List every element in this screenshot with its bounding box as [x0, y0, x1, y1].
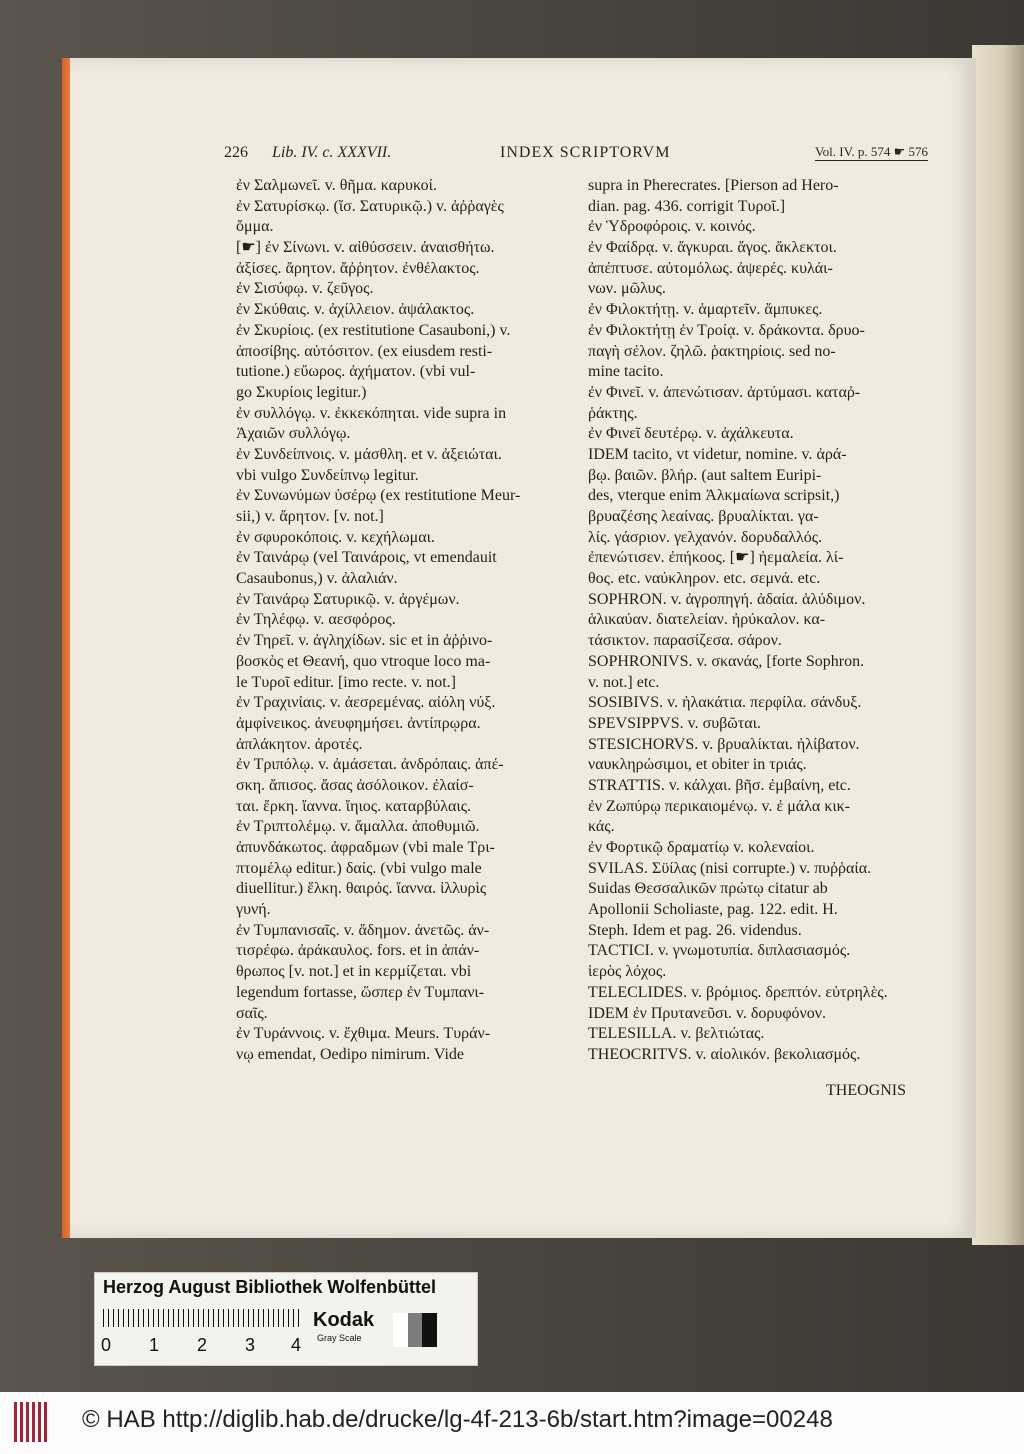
text-line: ἀμφίνεικος. ἀνευφημήσει. ἀντίπρῳρα.	[236, 714, 481, 732]
text-line: ἐν Τυράννοις. v. ἔχθιμα. Meurs. Τυράν-	[236, 1025, 491, 1043]
text-line: ἐν Σκύθαις. v. ἀχίλλειον. ἀψάλακτος.	[236, 301, 475, 319]
text-line: ἀξίσες. ἄρητον. ἄῤῥητον. ἐνθέλακτος.	[236, 259, 480, 277]
text-line: βρυαζέσης λεαίνας. βρυαλίκται. γα-	[588, 508, 819, 525]
text-line: ἐν συλλόγῳ. v. ἐκκεκόπηται. vide supra in	[236, 404, 507, 422]
text-line: ἐπενώτισεν. ἐπήκοος. [☛] ἠεμαλεία. λί-	[588, 549, 844, 567]
footer-bar	[0, 1392, 1024, 1454]
text-line: ἐν Τηλέφῳ. v. αεσφόρος.	[236, 611, 396, 629]
text-line: ἐν Συνδείπνοις. v. μάσθλη. et v. ἀξειώται.	[236, 445, 502, 463]
color-calibration-card	[94, 1272, 478, 1366]
text-line: ἐν Φιλοκτήτῃ. v. ἁμαρτεῖν. ἄμπυκες.	[588, 301, 823, 319]
text-line: le Τυροῖ editur. [imo recte. v. not.]	[236, 673, 456, 691]
text-line: ἐν Σαλμωνεῖ. v. θῆμα. καρυκοί.	[236, 177, 437, 194]
text-line: diuellitur.) ἕλκη. θαιρός. ἴαννα. ἰλλυρὶς	[236, 880, 487, 898]
text-line: βῳ. βαιῶν. βλήρ. (aut saltem Euripi-	[588, 466, 822, 484]
text-line: ἐν Σατυρίσκῳ. (ἴσ. Σατυρικῷ.) v. ἀῤῥαγὲς	[236, 197, 504, 215]
text-line: ἀπέπτυσε. αὐτομόλως. ἀψερές. κυλάι-	[588, 259, 833, 277]
text-line: ναυκληρώσιμοι, et obiter in τριάς.	[588, 756, 807, 774]
text-line: γυνή.	[236, 901, 271, 919]
text-line: ἁλικαύαν. διατελείαν. ἠρύκαλον. κα-	[588, 611, 826, 629]
ruler-number: 0	[101, 1335, 112, 1355]
text-line: ἐν Τριπτολέμῳ. v. ἄμαλλα. ἀποθυμιῶ.	[236, 818, 480, 836]
book-reference: Lib. IV. c. XXXVII.	[272, 144, 392, 161]
copyright-url: © HAB http://diglib.hab.de/drucke/lg-4f-213-6b/start.htm?image=00248	[82, 1406, 833, 1433]
gray-patch	[422, 1313, 437, 1347]
text-line: go Σκυρίοις legitur.)	[236, 383, 367, 401]
text-line: ἐν Ταινάρῳ Σατυρικῷ. v. ἀργέμων.	[236, 590, 460, 608]
text-line: ἐν Ταινάρῳ (vel Ταινάροις, vt emendauit	[236, 549, 497, 567]
page-title: INDEX SCRIPTORVM	[500, 144, 671, 161]
text-line: ἐν σφυροκόποις. v. κεχήλωμαι.	[236, 528, 435, 546]
text-line: STESICHORVS. v. βρυαλίκται. ἠλίβατον.	[588, 735, 860, 753]
text-line: κάς.	[588, 818, 615, 836]
text-line: sii,) v. ἄρητον. [v. not.]	[236, 508, 384, 525]
text-line: ἐν Τηρεῖ. v. ἀγληχίδων. sic et in ἀῤῥινο-	[236, 632, 493, 650]
text-line: ἐν Φινεῖ. v. ἀπενώτισαν. ἀρτύμασι. καταῤ-	[588, 383, 861, 401]
text-line: THEOCRITVS. v. αἰολικόν. βεκολιασμός.	[588, 1045, 861, 1063]
ruler-number: 3	[245, 1335, 256, 1355]
text-line: λίς. γάσριον. γελχανόν. δορυδαλλός.	[588, 528, 823, 546]
text-line: νων. μῶλυς.	[588, 280, 666, 298]
text-line: ἐν Φιλοκτήτῃ ἐν Τροίᾳ. v. δράκοντα. δρυο-	[588, 321, 865, 339]
text-line: [☛] ἐν Σίνωνι. v. αἰθύσσειν. ἀναισθήτω.	[236, 239, 495, 257]
catchword: THEOGNIS	[826, 1082, 906, 1099]
gray-scale-label: Gray Scale	[317, 1333, 362, 1343]
text-line: des, vterque enim Ἀλκμαίωνα scripsit,)	[588, 487, 840, 505]
text-line: mine tacito.	[588, 363, 664, 381]
text-line: ὄμμα.	[236, 218, 274, 236]
text-line: Steph. Idem et pag. 26. videndus.	[588, 921, 802, 939]
text-line: τάσικτον. παρασίζεσα. σάρον.	[588, 632, 782, 650]
ruler-numbers	[101, 1335, 311, 1357]
kodak-logo-text: Kodak	[313, 1309, 375, 1331]
text-line: ἐν Τριπόλῳ. v. ἀμάσεται. ἀνδρόπαις. ἀπέ-	[236, 756, 504, 774]
left-text-column	[236, 176, 580, 1066]
text-line: ἐν Σκυρίοις. (ex restitutione Casauboni,) v.	[236, 321, 511, 339]
text-line: dian. pag. 436. corrigit Τυροῖ.]	[588, 197, 786, 215]
library-name: Herzog August Bibliothek Wolfenbüttel	[103, 1277, 436, 1297]
ruler-number: 1	[149, 1335, 160, 1355]
text-line: vbi vulgo Συνδείπνῳ legitur.	[236, 466, 419, 484]
text-line: θος. etc. ναύκληρον. etc. σεμνά. etc.	[588, 570, 821, 588]
text-line: τισρέφω. ἀράκαυλος. fors. et in ἀπάν-	[236, 942, 480, 960]
text-line: v. not.] etc.	[588, 673, 660, 691]
text-line: Casaubonus,) v. ἀλαλιάν.	[236, 570, 398, 588]
gray-patch	[393, 1313, 408, 1347]
gray-patch	[408, 1313, 423, 1347]
text-line: θρωπος [v. not.] et in κερμίζεται. vbi	[236, 963, 472, 981]
text-line: νῳ emendat, Oedipo nimirum. Vide	[236, 1045, 465, 1063]
text-line: ἀπυνδάκωτος. ἀφραδμων (vbi male Τρι-	[236, 839, 495, 856]
ruler-number: 2	[197, 1335, 208, 1355]
text-line: IDEM tacito, vt videtur, nomine. v. ἀρά-	[588, 445, 847, 463]
adjacent-pages-edge	[972, 45, 1024, 1245]
text-line: σκη. ἄπισος. ἄσας ἀσόλοικον. ἐλαίσ-	[236, 776, 474, 794]
volume-reference: Vol. IV. p. 574 ☛ 576	[814, 144, 928, 159]
text-line: βοσκὸς et Θεανή, quo vtroque loco ma-	[236, 652, 491, 670]
text-line: TELECLIDES. v. βρόμιος. δρεπτόν. εὐτρηλὲς.	[588, 983, 888, 1001]
text-line: ται. ἔρκη. ἴαννα. ἴηιος. καταρβύλαις.	[236, 797, 472, 815]
text-line: TELESILLA. v. βελτιώτας.	[588, 1025, 765, 1043]
text-line: ἐν Φαίδρᾳ. v. ἄγκυραι. ἄγος. ἄκλεκτοι.	[588, 239, 837, 257]
page-number: 226	[224, 144, 248, 161]
text-line: Apollonii Scholiaste, pag. 122. edit. H.	[588, 901, 838, 919]
text-line: legendum fortasse, ὥσπερ ἐν Τυμπανι-	[236, 983, 485, 1001]
text-line: Ἀχαιῶν συλλόγῳ.	[236, 425, 351, 443]
text-line: πτομέλῳ editur.) δαίς. (vbi vulgo male	[236, 859, 482, 877]
gray-patches	[393, 1313, 437, 1347]
text-line: ἀποσίβης. αὐτόσιτον. (ex eiusdem resti-	[236, 342, 493, 360]
text-line: STRATTIS. v. κάλχαι. βῆσ. ἐμβαίνη, etc.	[588, 776, 851, 794]
text-line: ἱερὸς λόχος.	[588, 963, 667, 981]
text-line: SVILAS. Σϋίλας (nisi corrupte.) v. πυῤῥαία.	[588, 859, 872, 877]
text-line: ῥάκτης.	[588, 404, 638, 422]
text-line: σαῖς.	[236, 1004, 268, 1022]
text-line: ἐν Συνωνύμων ὑσέρῳ (ex restitutione Meur-	[236, 487, 521, 505]
ruler-number: 4	[291, 1335, 302, 1355]
right-text-column	[588, 176, 934, 1066]
text-line: ἐν Τυμπανισαῖς. v. ἄδημον. ἀνετῶς. ἀν-	[236, 921, 490, 939]
hab-logo-icon	[14, 1402, 48, 1442]
running-head	[224, 144, 928, 166]
text-line: ἐν Φορτικῷ δραματίῳ v. κολεναίοι.	[588, 839, 815, 856]
text-line: TACTICI. v. γνωμοτυπία. διπλασιασμός.	[588, 942, 851, 960]
text-line: SOSIBIVS. v. ἠλακάτια. περφίλα. σάνδυξ.	[588, 694, 862, 712]
text-line: ἐν Σισύφῳ. v. ζεῦγος.	[236, 280, 374, 298]
text-line: IDEM ἐν Πρυτανεῦσι. v. δορυφόνον.	[588, 1004, 827, 1022]
text-line: SOPHRON. v. ἀγροπηγή. ἀδαία. ἁλύδιμον.	[588, 590, 866, 608]
text-line: ἀπλάκητον. ἀροτές.	[236, 735, 363, 753]
text-line: ἐν Ὑδροφόροις. v. κοινός.	[588, 218, 756, 236]
text-line: ἐν Φινεῖ δευτέρῳ. v. ἀχάλκευτα.	[588, 425, 794, 443]
text-line: tutione.) εὔωρος. ἀχήματον. (vbi vul-	[236, 363, 476, 381]
text-line: ἐν Ζωπύρῳ περικαιομένῳ. v. ἐ μάλα κικ-	[588, 797, 851, 815]
text-line: ἐν Τραχινίαις. v. ἀεσρεμένας. αἰόλη νύξ.	[236, 694, 496, 712]
text-line: SPEVSIPPVS. v. συβῶται.	[588, 714, 761, 732]
text-line: supra in Pherecrates. [Pierson ad Hero-	[588, 177, 839, 194]
text-line: SOPHRONIVS. v. σκανάς, [forte Sophron.	[588, 652, 865, 670]
scale-ruler	[103, 1309, 303, 1327]
text-line: Suidas Θεσσαλικῶν πρώτῳ citatur ab	[588, 880, 828, 898]
text-line: παγὴ σέλον. ζηλῶ. ῥακτηρίοις. sed no-	[588, 342, 836, 360]
